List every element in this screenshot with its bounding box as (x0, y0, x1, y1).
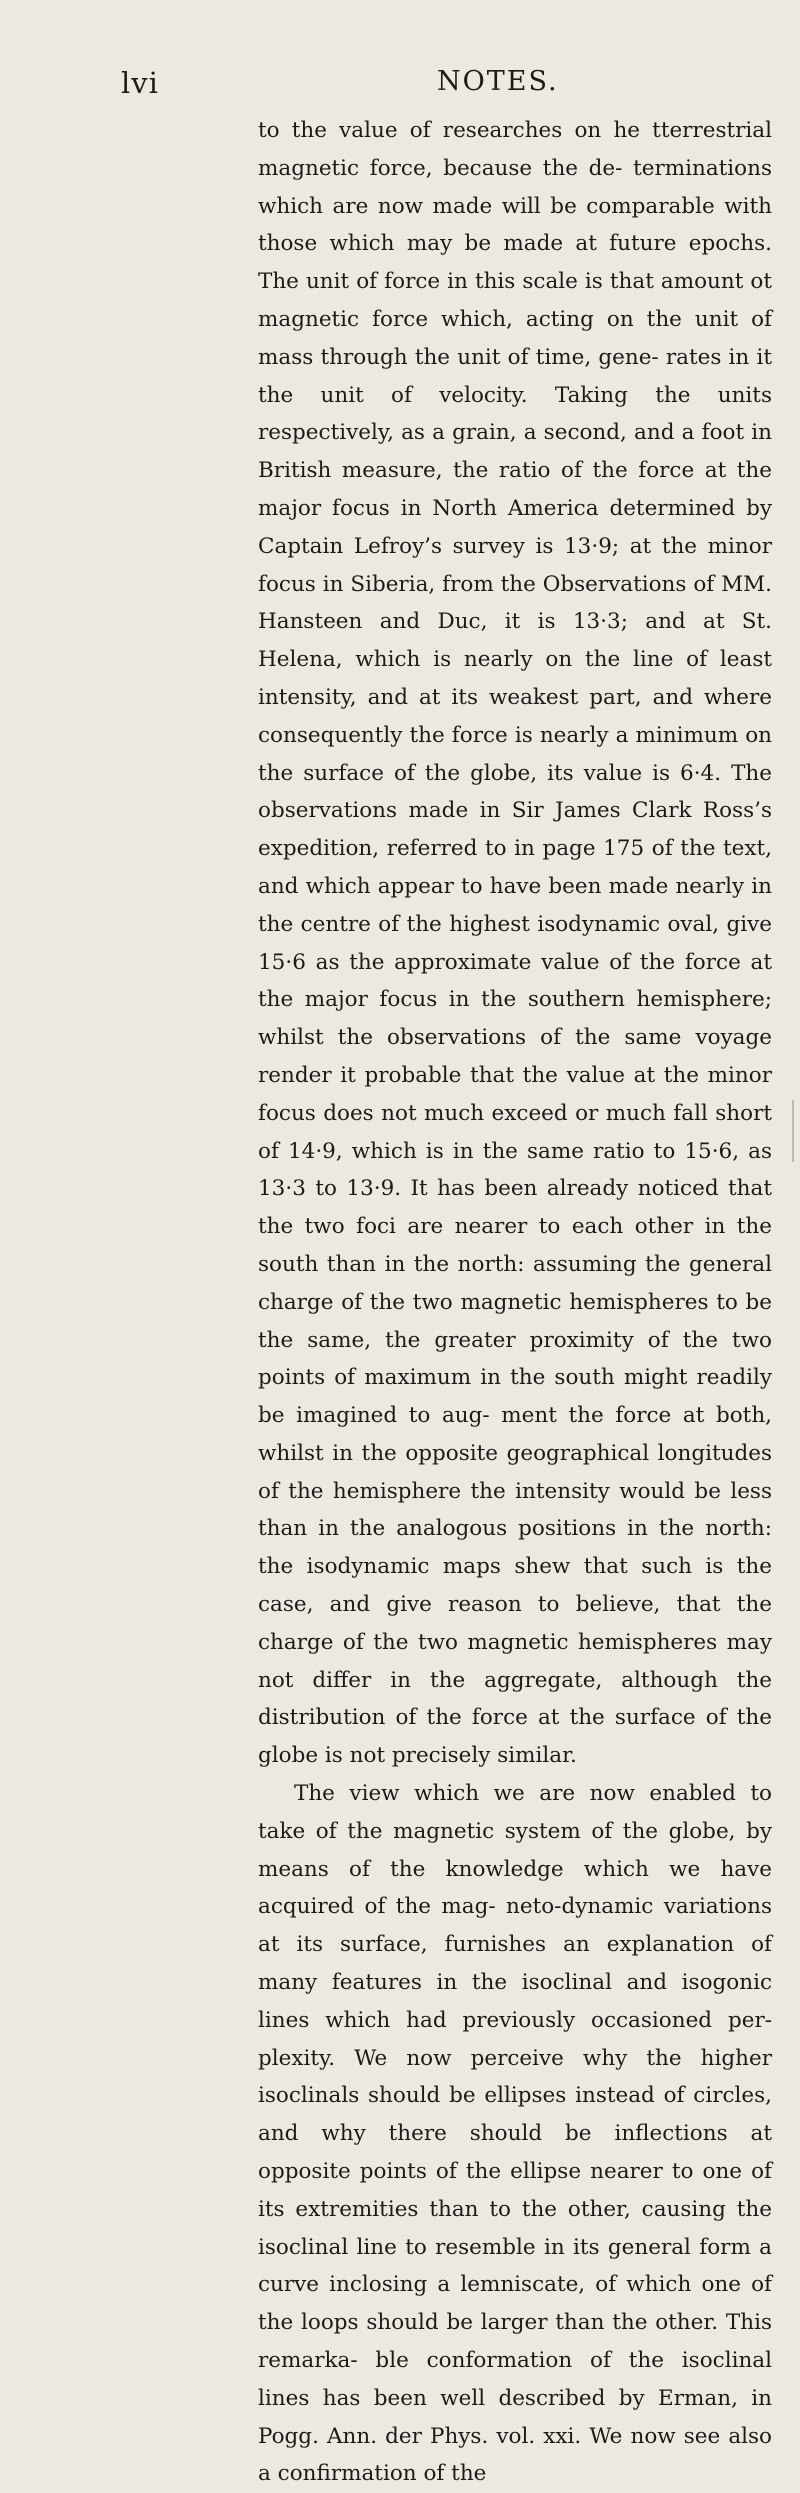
paragraph-2: The view which we are now enabled to take of the magnetic system of the globe, by means of the knowledge which we have acquired of the mag- neto-dynamic variations at its surface, furnishes an explanation of many features in the isoclinal and isogonic lines which had previously occasioned per- plexity. We now perceive why the higher isoclinals should be ellipses instead of circles, and why there should be inflections at opposite points of the ellipse nearer to one of its extremities than to the other, causing the isoclinal line to resemble in its general form a curve inclosing a lemniscate, of which one of the loops should be larger than the other. This remarka- ble conformation of the isoclinal lines has been well described by Erman, in Pogg. Ann. der Phys. vol. xxi. We now see also a confirmation of the (258, 1781, 772, 2487)
section-title: NOTES. (437, 66, 559, 97)
body-text (258, 112, 772, 2493)
running-head (37, 0, 772, 112)
paragraph-1: to the value of researches on he tterrestrial magnetic force, because the de- terminations which are now made will be comparable with those which may be made at future epochs. The unit of force in this scale is that amount ot magnetic force which, acting on the unit of mass through the unit of time, gene- rates in it the unit of velocity. Taking the units respectively, as a grain, a second, and a foot in British measure, the ratio of the force at the major focus in North America determined by Captain Lefroy’s survey is 13·9; at the minor focus in Siberia, from the Observations of MM. Hansteen and Duc, it is 13·3; and at St. Helena, which is nearly on the line of least intensity, and at its weakest part, and where consequently the force is nearly a minimum on the surface of the globe, its value is 6·4. The observations made in Sir James Clark Ross’s expedition, referred to in page 175 of the text, and which appear to have been made nearly in the centre of the highest isodynamic oval, give 15·6 as the approximate value of the force at the major focus in the southern hemisphere; whilst the observations of the same voyage render it probable that the value at the minor focus does not much exceed or much fall short of 14·9, which is in the same ratio to 15·6, as 13·3 to 13·9. It has been already noticed that the two foci are nearer to each other in the south than in the north: assuming the general charge of the two magnetic hemispheres to be the same, the greater proximity of the two points of maximum in the south might readily be imagined to aug- ment the force at both, whilst in the opposite geographical longitudes of the hemisphere the intensity would be less than in the analogous positions in the north: the isodynamic maps shew that such is the case, and give reason to believe, that the charge of the two magnetic hemispheres may not differ in the aggregate, although the distribution of the force at the surface of the globe is not precisely similar. (258, 118, 772, 1769)
page-number: lvi (121, 66, 159, 100)
page-edge-mark (792, 1100, 794, 1162)
